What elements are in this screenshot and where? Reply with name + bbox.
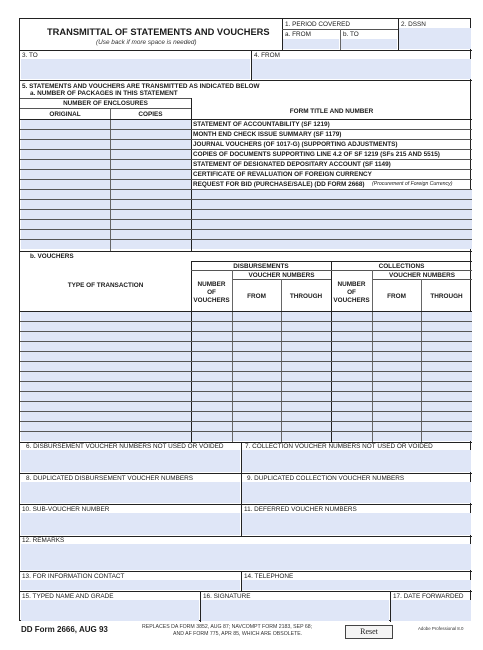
voucher-coll-from-cell[interactable] (373, 362, 421, 371)
f8-label: 8. DUPLICATED DISBURSEMENT VOUCHER NUMBERS (26, 475, 194, 482)
voucher-type-cell[interactable] (21, 422, 191, 431)
voucher-disb-from-cell[interactable] (233, 332, 281, 341)
voucher-disb-through-cell[interactable] (282, 352, 331, 361)
software-label: Adobe Professional 8.0 (418, 626, 464, 631)
voucher-coll-from-cell[interactable] (373, 342, 421, 351)
typed-name-input[interactable] (21, 600, 199, 621)
voucher-coll-through-cell[interactable] (422, 432, 472, 441)
f7-input[interactable] (242, 450, 471, 472)
voucher-coll-through-cell[interactable] (422, 412, 472, 421)
voucher-coll-number-cell[interactable] (332, 342, 372, 351)
voucher-coll-number-cell[interactable] (332, 412, 372, 421)
voucher-coll-from-cell[interactable] (373, 412, 421, 421)
voucher-coll-from-cell[interactable] (373, 312, 421, 321)
voucher-disb-through-cell[interactable] (282, 432, 331, 441)
voucher-disb-number-cell[interactable] (192, 412, 232, 421)
coll-from-header: FROM (387, 293, 406, 300)
package-original-cell[interactable] (21, 220, 110, 229)
disbursements-header: DISBURSEMENTS (233, 263, 289, 270)
coll-vouchers-header: VOUCHERS (333, 297, 370, 304)
f9-label: 9. DUPLICATED COLLECTION VOUCHER NUMBERS (247, 475, 405, 482)
enclosures-header: NUMBER OF ENCLOSURES (63, 100, 148, 107)
voucher-disb-from-cell[interactable] (233, 422, 281, 431)
voucher-type-cell[interactable] (21, 432, 191, 441)
disb-of-header: OF (207, 289, 216, 296)
dssn-label: 2. DSSN (401, 21, 426, 28)
f7-label: 7. COLLECTION VOUCHER NUMBERS NOT USED OR VOIDED (245, 443, 433, 450)
f11-label: 11. DEFERRED VOUCHER NUMBERS (244, 506, 357, 513)
voucher-disb-through-cell[interactable] (282, 362, 331, 371)
voucher-coll-through-cell[interactable] (422, 362, 472, 371)
voucher-type-cell[interactable] (21, 362, 191, 371)
package-original-cell[interactable] (21, 130, 110, 139)
telephone-input[interactable] (242, 580, 471, 590)
disb-vouchers-header: VOUCHERS (193, 297, 230, 304)
disb-through-header: THROUGH (289, 293, 323, 300)
voucher-coll-through-cell[interactable] (422, 322, 472, 331)
package-copies-cell[interactable] (111, 200, 191, 209)
voucher-coll-through-cell[interactable] (422, 312, 472, 321)
f12-label: 12. REMARKS (22, 537, 65, 544)
package-original-cell[interactable] (21, 190, 110, 199)
coll-of-header: OF (347, 289, 356, 296)
voucher-disb-number-cell[interactable] (192, 432, 232, 441)
package-item-label: CERTIFICATE OF REVALUATION OF FOREIGN CURRENCY (193, 171, 372, 178)
voucher-coll-from-cell[interactable] (373, 322, 421, 331)
package-copies-cell[interactable] (111, 140, 191, 149)
voucher-type-cell[interactable] (21, 342, 191, 351)
package-item-note: (Procurement of Foreign Currency) (372, 181, 453, 187)
form-id: DD Form 2666, AUG 93 (21, 625, 108, 634)
package-item-label: STATEMENT OF DESIGNATED DEPOSITARY ACCOUNT (SF 1149) (193, 161, 391, 168)
date-forwarded-input[interactable] (391, 600, 471, 621)
package-original-cell[interactable] (21, 180, 110, 189)
voucher-coll-through-cell[interactable] (422, 352, 472, 361)
voucher-disb-from-cell[interactable] (233, 412, 281, 421)
voucher-coll-from-cell[interactable] (373, 402, 421, 411)
collections-header: COLLECTIONS (378, 263, 425, 270)
package-title-cell[interactable] (192, 230, 472, 239)
voucher-type-cell[interactable] (21, 372, 191, 381)
replaces-line-1: REPLACES DA FORM 3852, AUG 87; NAVCOMPT FORM 2183, SEP 68; (142, 624, 313, 630)
voucher-type-cell[interactable] (21, 322, 191, 331)
package-title-cell[interactable] (192, 220, 472, 229)
voucher-coll-number-cell[interactable] (332, 422, 372, 431)
voucher-coll-from-cell[interactable] (373, 372, 421, 381)
remarks-input[interactable] (21, 544, 471, 570)
voucher-type-cell[interactable] (21, 392, 191, 401)
package-copies-cell[interactable] (111, 240, 191, 249)
voucher-disb-from-cell[interactable] (233, 322, 281, 331)
package-item-label: COPIES OF DOCUMENTS SUPPORTING LINE 4.2 OF SF 1219 (SFs 215 AND 5515) (193, 151, 440, 158)
voucher-disb-from-cell[interactable] (233, 402, 281, 411)
f6-label: 6. DISBURSEMENT VOUCHER NUMBERS NOT USED OR VOIDED (26, 443, 224, 450)
voucher-type-cell[interactable] (21, 412, 191, 421)
voucher-coll-number-cell[interactable] (332, 322, 372, 331)
voucher-coll-through-cell[interactable] (422, 382, 472, 391)
original-header: ORIGINAL (49, 111, 81, 118)
package-item-label: REQUEST FOR BID (PURCHASE/SALE) (DD FORM 2668) (193, 181, 365, 188)
disb-number-header: NUMBER (197, 281, 226, 288)
coll-through-header: THROUGH (430, 293, 463, 300)
package-original-cell[interactable] (21, 200, 110, 209)
voucher-coll-number-cell[interactable] (332, 352, 372, 361)
package-item-label: JOURNAL VOUCHERS (OF 1017-G) (SUPPORTING ADJUSTMENTS) (193, 141, 398, 148)
voucher-disb-from-cell[interactable] (233, 392, 281, 401)
section5a-label: a. NUMBER OF PACKAGES IN THIS STATEMENT (30, 90, 178, 97)
voucher-disb-through-cell[interactable] (282, 412, 331, 421)
voucher-coll-through-cell[interactable] (422, 332, 472, 341)
voucher-disb-number-cell[interactable] (192, 402, 232, 411)
package-original-cell[interactable] (21, 160, 110, 169)
voucher-coll-through-cell[interactable] (422, 392, 472, 401)
f11-input[interactable] (242, 513, 471, 535)
voucher-coll-number-cell[interactable] (332, 432, 372, 441)
f13-label: 13. FOR INFORMATION CONTACT (22, 573, 125, 580)
voucher-disb-number-cell[interactable] (192, 382, 232, 391)
voucher-coll-number-cell[interactable] (332, 312, 372, 321)
package-original-cell[interactable] (21, 120, 110, 129)
package-title-cell[interactable] (192, 200, 472, 209)
voucher-disb-number-cell[interactable] (192, 422, 232, 431)
voucher-coll-number-cell[interactable] (332, 402, 372, 411)
form-title-header: FORM TITLE AND NUMBER (289, 108, 374, 115)
package-copies-cell[interactable] (111, 170, 191, 179)
voucher-disb-number-cell[interactable] (192, 322, 232, 331)
section5-title: 5. STATEMENTS AND VOUCHERS ARE TRANSMITTED AS INDICATED BELOW (22, 83, 260, 90)
voucher-disb-number-cell[interactable] (192, 392, 232, 401)
voucher-type-cell[interactable] (21, 352, 191, 361)
period-to-input[interactable] (341, 39, 397, 49)
coll-voucher-numbers-header: VOUCHER NUMBERS (388, 272, 456, 279)
f17-label: 17. DATE FORWARDED (393, 593, 464, 600)
voucher-coll-through-cell[interactable] (422, 402, 472, 411)
voucher-coll-through-cell[interactable] (422, 422, 472, 431)
f9-input[interactable] (242, 482, 471, 503)
voucher-disb-through-cell[interactable] (282, 382, 331, 391)
f6-input[interactable] (21, 450, 240, 472)
voucher-disb-through-cell[interactable] (282, 422, 331, 431)
f8-input[interactable] (21, 482, 240, 503)
package-copies-cell[interactable] (111, 220, 191, 229)
vouchers-section-label: b. VOUCHERS (30, 253, 74, 260)
voucher-disb-from-cell[interactable] (233, 382, 281, 391)
voucher-disb-number-cell[interactable] (192, 362, 232, 371)
copies-header: COPIES (138, 111, 163, 118)
package-original-cell[interactable] (21, 140, 110, 149)
to-input[interactable] (21, 59, 250, 79)
package-original-cell[interactable] (21, 150, 110, 159)
voucher-type-cell[interactable] (21, 332, 191, 341)
package-copies-cell[interactable] (111, 150, 191, 159)
form-title: TRANSMITTAL OF STATEMENTS AND VOUCHERS (47, 27, 270, 37)
f10-input[interactable] (21, 513, 240, 535)
voucher-coll-number-cell[interactable] (332, 382, 372, 391)
voucher-disb-through-cell[interactable] (282, 372, 331, 381)
f16-label: 16. SIGNATURE (203, 593, 251, 600)
f15-label: 15. TYPED NAME AND GRADE (22, 593, 114, 600)
replaces-line-2: AND AF FORM 775, APR 85, WHICH ARE OBSOLETE. (173, 631, 303, 637)
package-original-cell[interactable] (21, 210, 110, 219)
package-title-cell[interactable] (192, 240, 472, 249)
voucher-disb-through-cell[interactable] (282, 322, 331, 331)
package-item-label: STATEMENT OF ACCOUNTABILITY (SF 1219) (193, 121, 330, 128)
voucher-coll-from-cell[interactable] (373, 432, 421, 441)
voucher-disb-number-cell[interactable] (192, 352, 232, 361)
dssn-input[interactable] (399, 28, 471, 49)
package-title-cell[interactable] (192, 190, 472, 199)
voucher-type-cell[interactable] (21, 312, 191, 321)
f14-label: 14. TELEPHONE (244, 573, 294, 580)
voucher-coll-number-cell[interactable] (332, 392, 372, 401)
package-copies-cell[interactable] (111, 120, 191, 129)
voucher-coll-through-cell[interactable] (422, 342, 472, 351)
voucher-disb-through-cell[interactable] (282, 332, 331, 341)
voucher-disb-through-cell[interactable] (282, 392, 331, 401)
package-copies-cell[interactable] (111, 180, 191, 189)
voucher-disb-through-cell[interactable] (282, 312, 331, 321)
package-copies-cell[interactable] (111, 130, 191, 139)
voucher-type-cell[interactable] (21, 382, 191, 391)
period-covered-label: 1. PERIOD COVERED (285, 21, 350, 28)
voucher-coll-from-cell[interactable] (373, 332, 421, 341)
voucher-coll-from-cell[interactable] (373, 382, 421, 391)
signature-field[interactable] (201, 600, 389, 621)
voucher-coll-through-cell[interactable] (422, 372, 472, 381)
voucher-coll-number-cell[interactable] (332, 332, 372, 341)
voucher-disb-number-cell[interactable] (192, 332, 232, 341)
voucher-disb-number-cell[interactable] (192, 372, 232, 381)
voucher-coll-from-cell[interactable] (373, 422, 421, 431)
form-subtitle: (Use back if more space is needed) (96, 39, 197, 46)
period-from-label: a. FROM (285, 31, 311, 38)
from-input[interactable] (252, 59, 471, 79)
type-of-transaction-header: TYPE OF TRANSACTION (67, 282, 144, 289)
package-copies-cell[interactable] (111, 230, 191, 239)
coll-number-header: NUMBER (337, 281, 366, 288)
f10-label: 10. SUB-VOUCHER NUMBER (22, 506, 110, 513)
package-copies-cell[interactable] (111, 190, 191, 199)
voucher-coll-from-cell[interactable] (373, 392, 421, 401)
voucher-coll-number-cell[interactable] (332, 362, 372, 371)
voucher-disb-from-cell[interactable] (233, 372, 281, 381)
to-label: 3. TO (22, 52, 38, 59)
voucher-disb-from-cell[interactable] (233, 432, 281, 441)
voucher-disb-from-cell[interactable] (233, 352, 281, 361)
voucher-disb-through-cell[interactable] (282, 402, 331, 411)
package-item-label: MONTH END CHECK ISSUE SUMMARY (SF 1179) (193, 131, 342, 138)
period-to-label: b. TO (343, 31, 359, 38)
voucher-disb-number-cell[interactable] (192, 342, 232, 351)
voucher-coll-from-cell[interactable] (373, 352, 421, 361)
form-frame (19, 18, 471, 621)
voucher-disb-from-cell[interactable] (233, 362, 281, 371)
reset-button[interactable]: Reset (345, 625, 393, 639)
period-from-input[interactable] (283, 39, 339, 49)
voucher-type-cell[interactable] (21, 402, 191, 411)
package-title-cell[interactable] (192, 210, 472, 219)
package-original-cell[interactable] (21, 230, 110, 239)
voucher-disb-through-cell[interactable] (282, 342, 331, 351)
package-original-cell[interactable] (21, 170, 110, 179)
disb-from-header: FROM (247, 293, 266, 300)
disb-voucher-numbers-header: VOUCHER NUMBERS (248, 272, 315, 279)
package-copies-cell[interactable] (111, 210, 191, 219)
from-label: 4. FROM (254, 52, 280, 59)
voucher-coll-number-cell[interactable] (332, 372, 372, 381)
voucher-disb-from-cell[interactable] (233, 342, 281, 351)
voucher-disb-number-cell[interactable] (192, 312, 232, 321)
package-original-cell[interactable] (21, 240, 110, 249)
package-copies-cell[interactable] (111, 160, 191, 169)
voucher-disb-from-cell[interactable] (233, 312, 281, 321)
contact-input[interactable] (21, 580, 240, 590)
